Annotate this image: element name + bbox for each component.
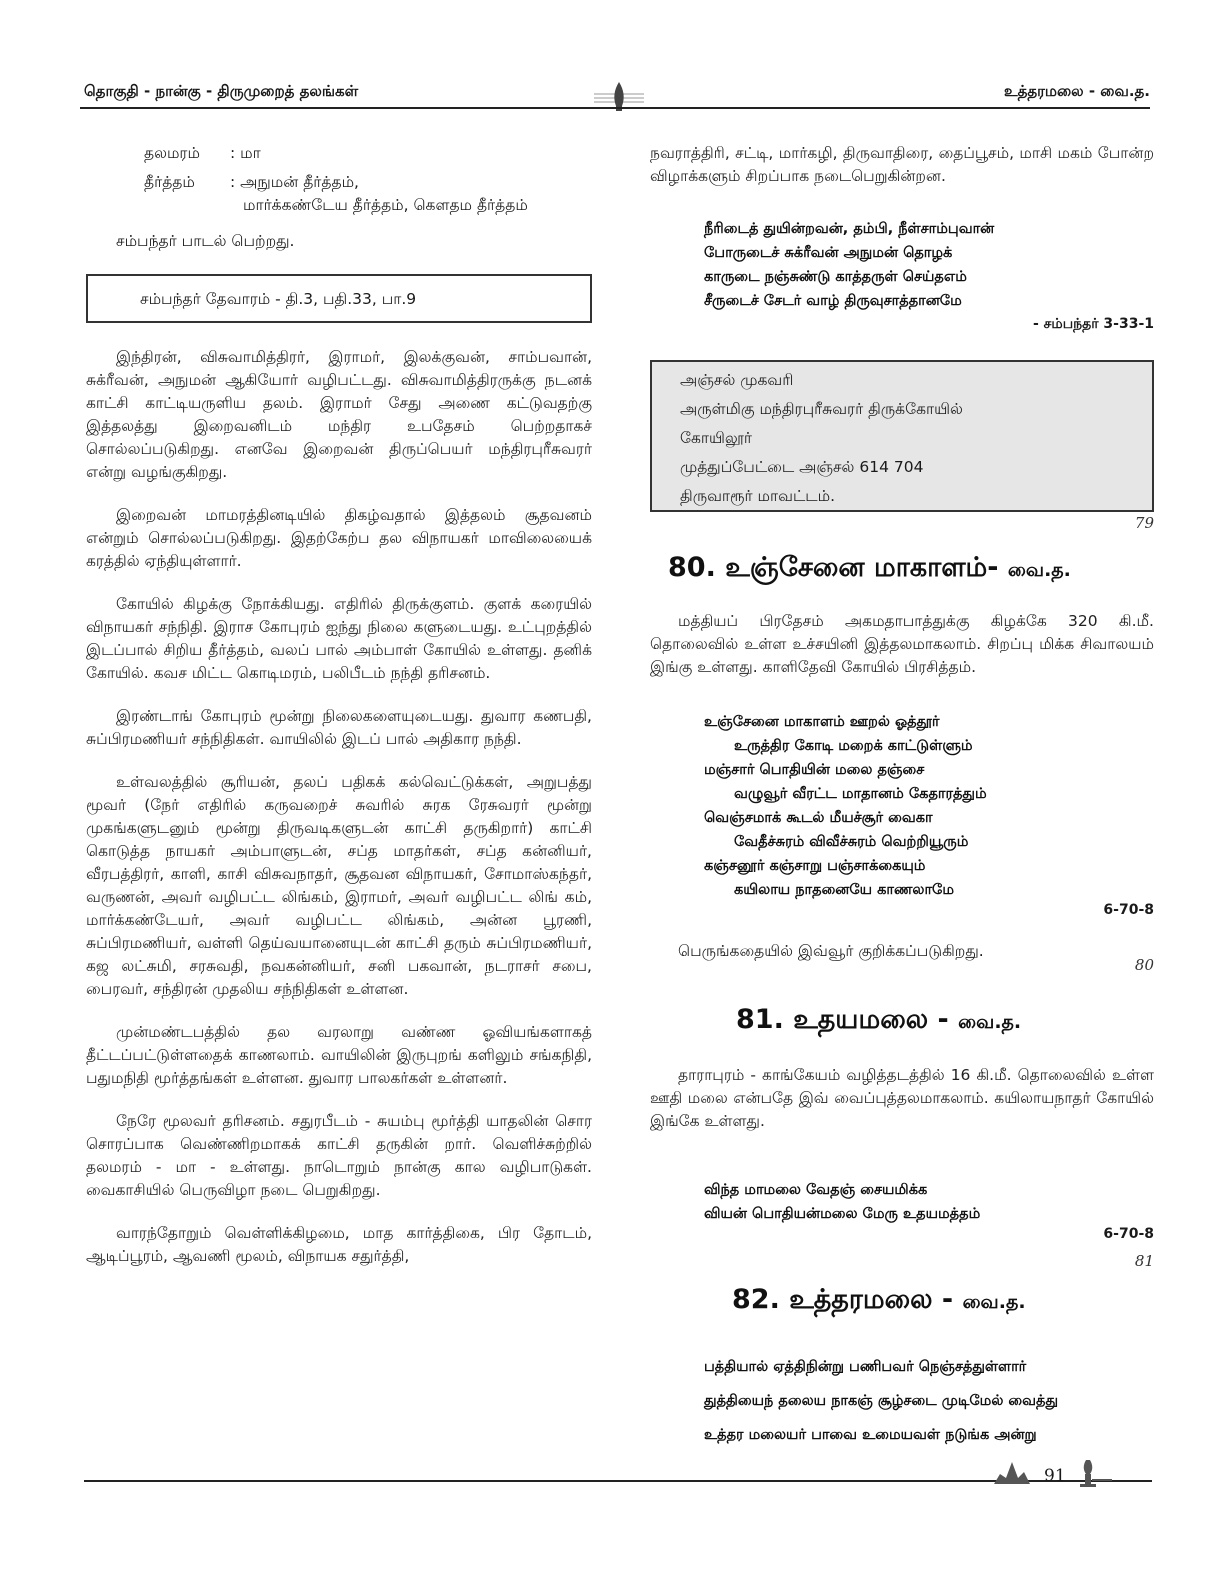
paragraph: நேரே மூலவர் தரிசனம். சதுரபீடம் - சுயம்பு மூர்த்தி யாதலின் சொர சொரப்பாக வெண்ணிறமாகக் காட்சி தருகின் றார். வெளிச்சுற்றில் தலமரம் - மா - உள்ளது. நாடொறும் நான்கு கால வழிபாடுகள். வைகாசியில் பெருவிழா நடை பெறுகிறது. — [86, 1112, 592, 1199]
running-header-right: உத்தரமலை - வை.த. — [1003, 82, 1150, 100]
page-number: 91 — [1044, 1466, 1066, 1486]
entry-number-81: 81 — [1134, 1252, 1154, 1270]
verse-line: உத்தர மலையர் பாவை உமையவள் நடுங்க அன்று — [704, 1427, 1037, 1443]
section-80-ref: 6-70-8 — [1103, 902, 1154, 918]
section-82-verse — [704, 1350, 1154, 1452]
verse-line: வியன் பொதியன்மலை மேரு உதயமத்தம் — [704, 1206, 981, 1222]
verse-line: மஞ்சார் பொதியின் மலை தஞ்சை — [704, 762, 925, 778]
section-82-tag: வை.த. — [962, 1291, 1026, 1313]
tank-value-2: மார்க்கண்டேய தீர்த்தம், கௌதம தீர்த்தம் — [243, 196, 528, 214]
section-80-title: 80. உஞ்சேனை மாகாளம்- — [668, 552, 999, 583]
verse-line: விந்த மாமலை வேதஞ் சையமிக்க — [704, 1182, 928, 1198]
sung-by: சம்பந்தர் பாடல் பெற்றது. — [116, 232, 295, 250]
verse-line: உஞ்சேனை மாகாளம் ஊறல் ஓத்தூர் — [704, 714, 940, 730]
verse-line: கஞ்சனூர் கஞ்சாறு பஞ்சாக்கையும் — [704, 858, 926, 874]
section-81-ref: 6-70-8 — [1103, 1226, 1154, 1242]
section-81-heading — [736, 1004, 1021, 1039]
paragraph: வாரந்தோறும் வெள்ளிக்கிழமை, மாத கார்த்திகை, பிர தோடம், ஆடிப்பூரம், ஆவணி மூலம், விநாயக சதுர்த்தி, — [86, 1224, 592, 1265]
section-81-title: 81. உதயமலை - — [736, 1004, 949, 1035]
entry-number-80: 80 — [1134, 956, 1154, 974]
verse-line: காருடை நஞ்சுண்டு காத்தருள் செய்தஎம் — [704, 269, 967, 285]
address-lines — [652, 362, 1152, 511]
running-header-left: தொகுதி - நான்கு - திருமுறைத் தலங்கள் — [84, 82, 359, 100]
header-rule — [80, 107, 1150, 109]
verse-79 — [704, 217, 1144, 313]
entry-number-79: 79 — [1134, 514, 1154, 532]
thevaram-box-text: சம்பந்தர் தேவாரம் - தி.3, பதி.33, பா.9 — [140, 290, 417, 308]
address-line: கோயிலூர் — [680, 429, 752, 447]
lamp-ornament-icon — [1072, 1458, 1112, 1488]
paragraph: இறைவன் மாமரத்தினடியில் திகழ்வதால் இத்தலம் சூதவனம் என்றும் சொல்லப்படுகிறது. இதற்கேற்ப தல விநாயகர் மாவிலையைக் கரத்தில் ஏந்தியுள்ளார். — [86, 506, 592, 570]
section-80-heading — [668, 552, 1071, 587]
tree-value: : மா — [230, 144, 261, 162]
verse-line: உருத்திர கோடி மறைக் காட்டுள்ளும் — [734, 738, 973, 754]
tank-label: தீர்த்தம் — [144, 173, 195, 191]
tree-label: தலமரம் — [144, 144, 200, 162]
section-80-after: பெருங்கதையில் இவ்வூர் குறிக்கப்படுகிறது. — [678, 942, 984, 960]
tank-row — [144, 171, 604, 194]
tree-row — [144, 142, 604, 165]
paragraph: இந்திரன், விசுவாமித்திரர், இராமர், இலக்குவன், சாம்பவான், சுக்ரீவன், அநுமன் ஆகியோர் வழிபட்டது. விசுவாமித்திரருக்கு நடனக் காட்சி காட்டியருளிய தலம். இராமர் சேது அணை கட்டுவதற்கு இத்தலத்து இறைவனிடம் மந்திர உபதேசம் பெற்றதாகச் சொல்லப்படுகிறது. எனவே இறைவன் திருப்பெயர் மந்திரபுரீசுவரர் என்று வழங்குகிறது. — [86, 348, 592, 481]
paragraph: கோயில் கிழக்கு நோக்கியது. எதிரில் திருக்குளம். குளக் கரையில் விநாயகர் சந்நிதி. இராச கோபுரம் ஐந்து நிலை களுடையது. உட்புறத்தில் இடப்பால் சிறிய தீர்த்தம், வலப் பால் அம்பாள் கோயில் உள்ளது. தனிக் கோயில். கவச மிட்ட கொடிமரம், பலிபீடம் நந்தி தரிசனம். — [86, 595, 592, 682]
section-81-text: தாராபுரம் - காங்கேயம் வழித்தடத்தில் 16 கி.மீ. தொலைவில் உள்ள ஊதி மலை என்பதே இவ் வைப்புத்தலமாகலாம். கயிலாயநாதர் கோயில் இங்கே உள்ளது. — [650, 1066, 1154, 1130]
address-box — [650, 360, 1154, 512]
verse-line: பத்தியால் ஏத்திநின்று பணிபவர் நெஞ்சத்துள்ளார் — [704, 1359, 1027, 1375]
section-80-text: மத்தியப் பிரதேசம் அகமதாபாத்துக்கு கிழக்கே 320 கி.மீ. தொலைவில் உள்ள உச்சயினி இத்தலமாகலாம். சிறப்பு மிக்க சிவாலயம் இங்கு உள்ளது. காளிதேவி கோயில் பிரசித்தம். — [650, 612, 1154, 676]
temple-ornament-icon — [990, 1456, 1034, 1486]
festival-text: நவராத்திரி, சட்டி, மார்கழி, திருவாதிரை, தைப்பூசம், மாசி மகம் போன்ற விழாக்களும் சிறப்பாக நடைபெறுகின்றன. — [650, 144, 1154, 185]
verse-79-ref: - சம்பந்தர் 3-33-1 — [1033, 316, 1154, 332]
section-80-verse — [704, 710, 1144, 902]
thevaram-box — [86, 274, 592, 323]
address-line: திருவாரூர் மாவட்டம். — [680, 487, 836, 505]
verse-line: வெஞ்சமாக் கூடல் மீயச்சூர் வைகா — [704, 810, 933, 826]
temple-details — [144, 142, 604, 217]
paragraph: இரண்டாங் கோபுரம் மூன்று நிலைகளையுடையது. துவார கணபதி, சுப்பிரமணியர் சந்நிதிகள். வாயிலில் இடப் பால் அதிகார நந்தி. — [86, 707, 592, 748]
tank-value-1: : அநுமன் தீர்த்தம், — [230, 173, 359, 191]
verse-line: சீருடைச் சேடர் வாழ் திருவுசாத்தானமே — [704, 293, 962, 309]
section-82-heading — [732, 1284, 1026, 1319]
section-80-tag: வை.த. — [1007, 559, 1071, 581]
paragraph: உள்வலத்தில் சூரியன், தலப் பதிகக் கல்வெட்டுக்கள், அறுபத்து மூவர் (நேர் எதிரில் கருவறைச் சுவரில் சுரக ரேசுவரர் மூன்று முகங்களுடனும் மூன்று திருவடிகளுடன் காட்சி தருகிறார்) காட்சி கொடுத்த நாயகர் அம்பாளுடன், சப்த மாதர்கள், சப்த கன்னியர், வீரபத்திரர், காளி, காசி விசுவநாதர், சூதவன விநாயகர், சோமாஸ்கந்தர், வருணன், அவர் வழிபட்ட லிங்கம், இராமர், அவர் வழிபட்ட லிங் கம், மார்க்கண்டேயர், அவர் வழிபட்ட லிங்கம், அன்ன பூரணி, சுப்பிரமணியர், வள்ளி தெய்வயானையுடன் காட்சி தரும் சுப்பிரமணியர், கஜ லட்சுமி, சரசுவதி, நவகன்னியர், சனி பகவான், நடராசர் சபை, பைரவர், சந்திரன் முதலிய சந்நிதிகள் உள்ளன. — [86, 773, 592, 998]
address-line: அருள்மிகு மந்திரபுரீசுவரர் திருக்கோயில் — [680, 400, 963, 418]
section-81-verse — [704, 1178, 1144, 1226]
paragraph: முன்மண்டபத்தில் தல வரலாறு வண்ண ஓவியங்களாகத் தீட்டப்பட்டுள்ளதைக் காணலாம். வாயிலின் இருபுறங் களிலும் சங்கநிதி, பதுமநிதி மூர்த்தங்கள் உள்ளன. துவார பாலகர்கள் உள்ளனர். — [86, 1023, 592, 1087]
address-line: முத்துப்பேட்டை அஞ்சல் 614 704 — [680, 458, 924, 476]
verse-line: போருடைச் சுக்ரீவன் அநுமன் தொழக் — [704, 245, 953, 261]
left-body — [86, 346, 592, 1268]
section-81-tag: வை.த. — [958, 1011, 1022, 1033]
verse-line: வேதீச்சுரம் விவீச்சுரம் வெற்றியூரும் — [734, 834, 969, 850]
section-82-title: 82. உத்தரமலை - — [732, 1284, 954, 1315]
verse-line: நீரிடைத் துயின்றவன், தம்பி, நீள்சாம்புவான் — [704, 221, 995, 237]
verse-line: வழுவூர் வீரட்ட மாதானம் கேதாரத்தும் — [734, 786, 987, 802]
address-line: அஞ்சல் முகவரி — [680, 371, 794, 389]
verse-line: துத்தியைந் தலைய நாகஞ் சூழ்சடை முடிமேல் வைத்து — [704, 1393, 1059, 1409]
verse-line: கயிலாய நாதனையே காணலாமே — [734, 882, 955, 898]
